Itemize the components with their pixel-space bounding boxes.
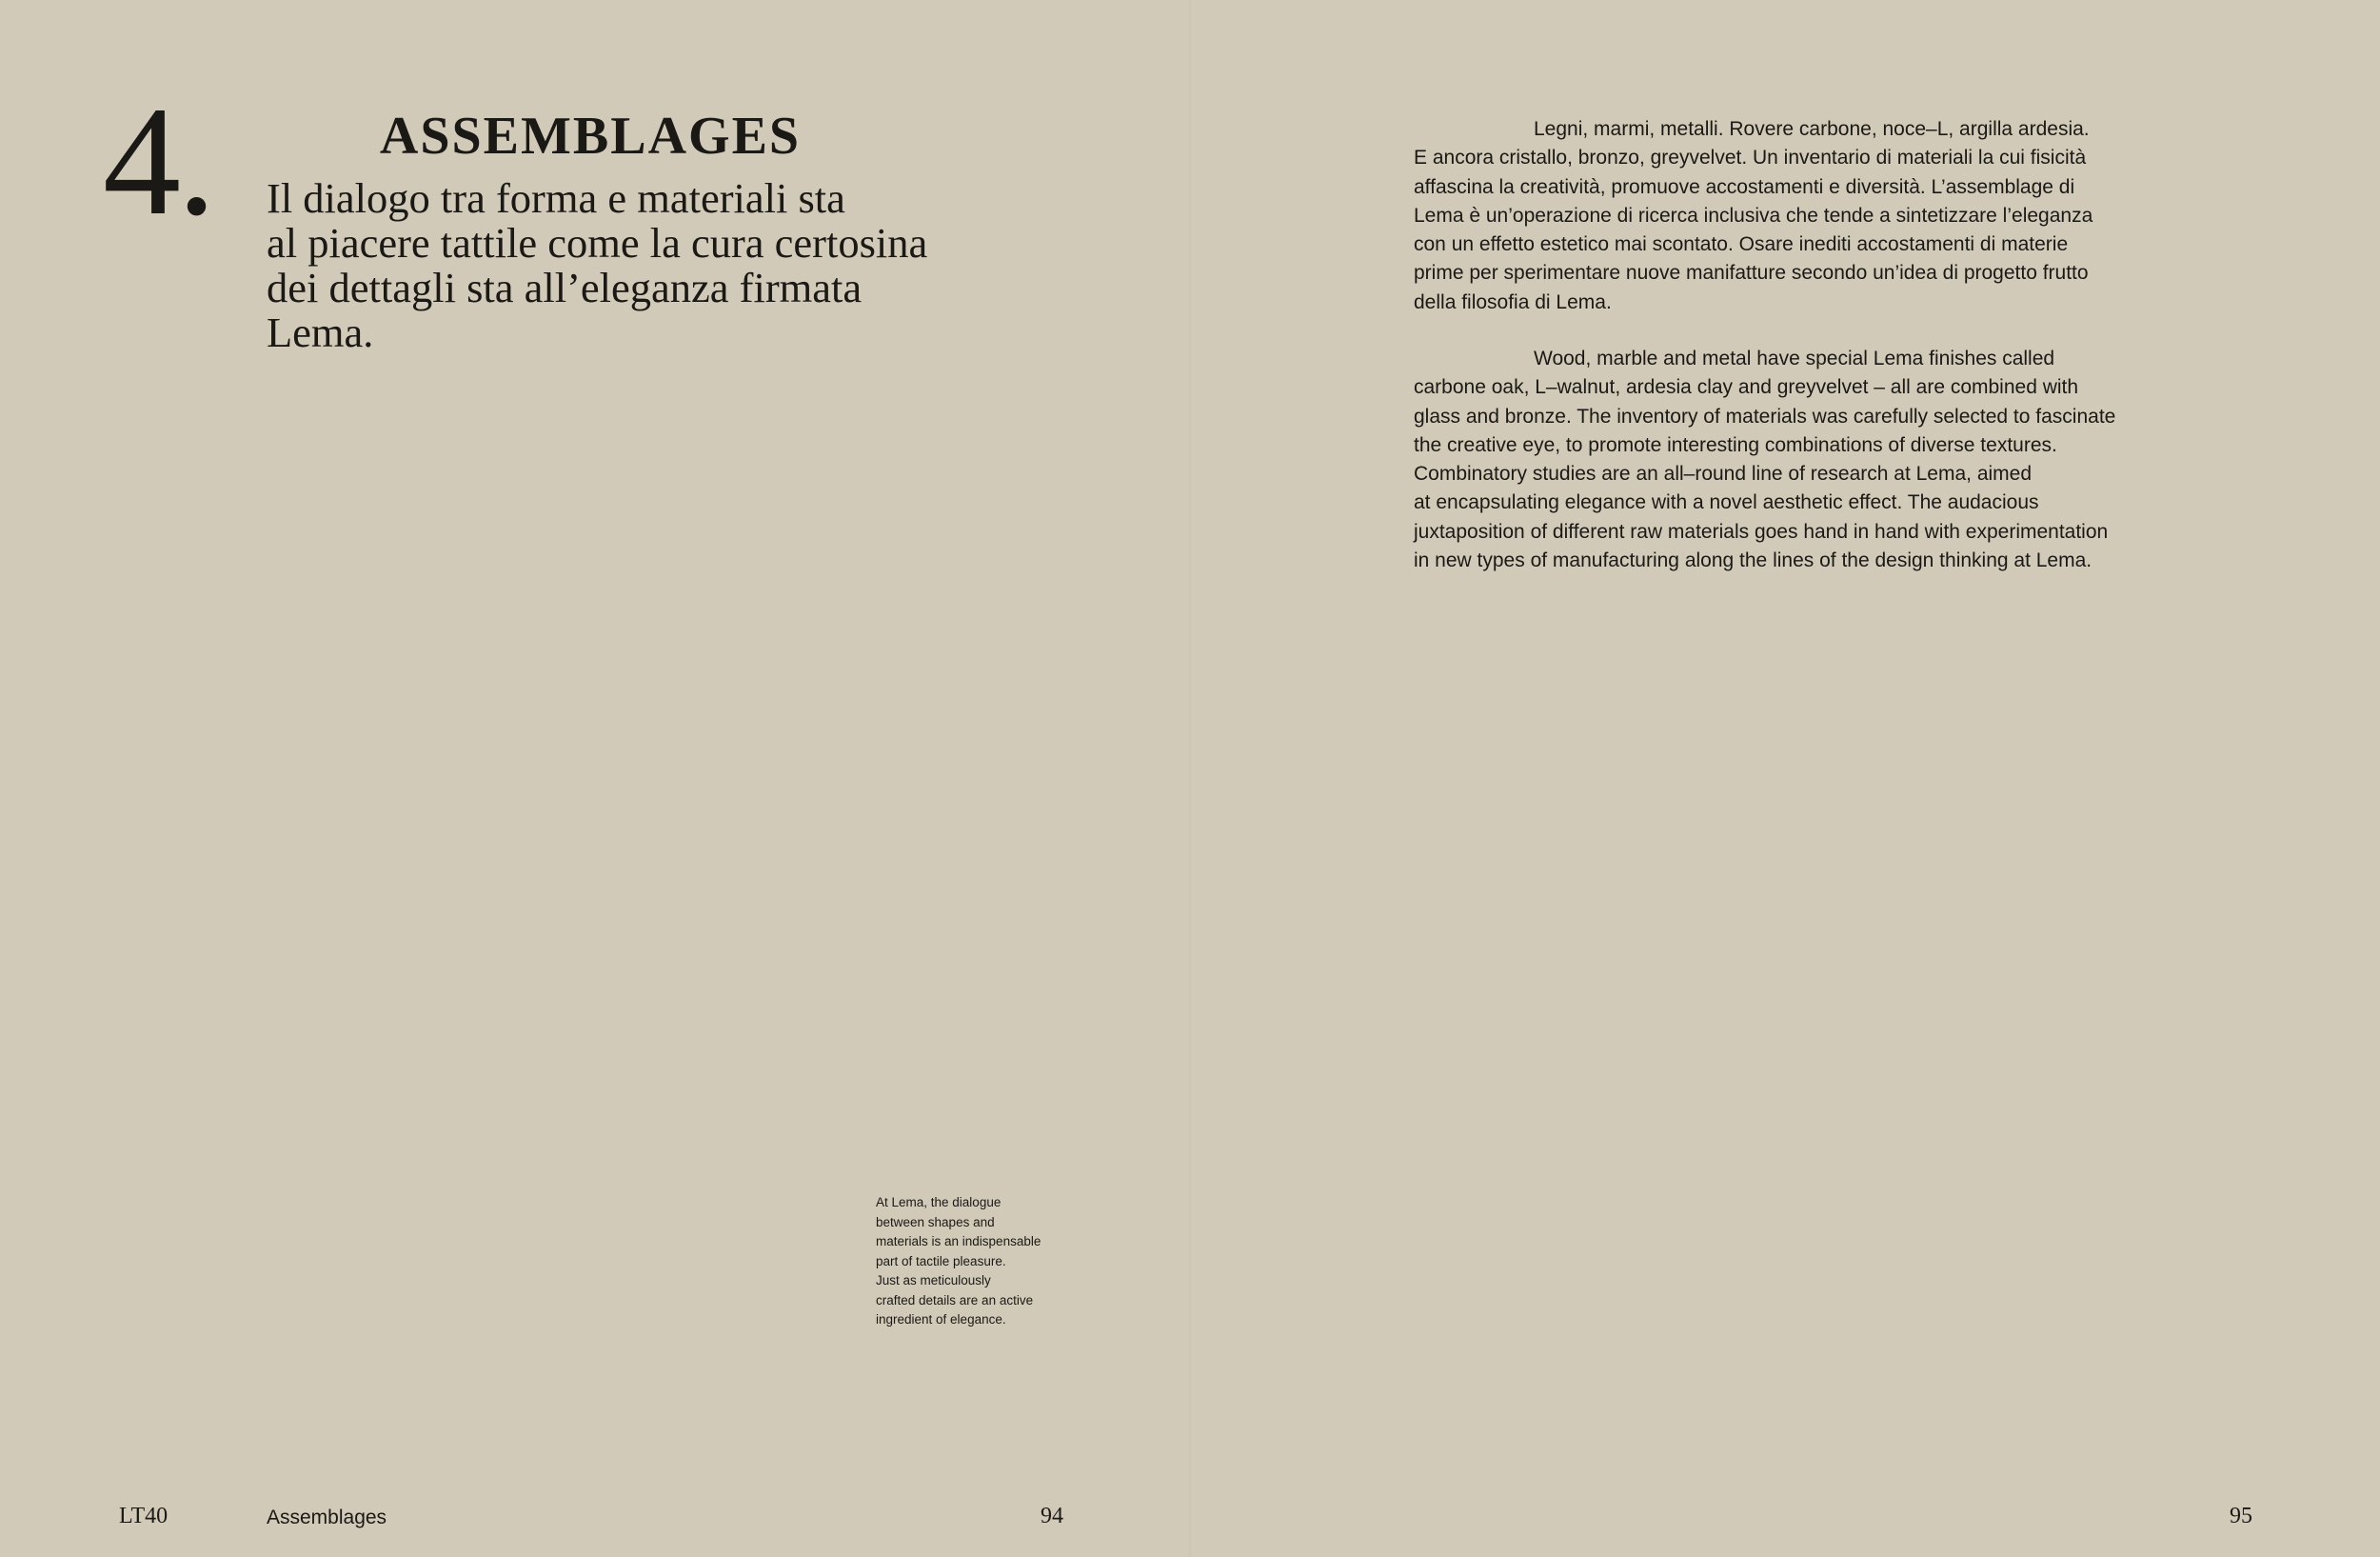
body-line: prime per sperimentare nuove manifatture secondo un’idea di progetto frutto <box>1414 262 2089 285</box>
body-text-english <box>1414 345 2175 575</box>
body-line: affascina la creatività, promuove accostamenti e diversità. L’assemblage di <box>1414 175 2075 198</box>
caption-line: materials is an indispensable <box>876 1234 1041 1248</box>
caption-line: crafted details are an active <box>876 1292 1034 1307</box>
intro-line: Lema. <box>267 309 374 356</box>
caption-line: between shapes and <box>876 1214 995 1229</box>
body-line: at encapsulating elegance with a novel aesthetic effect. The audacious <box>1414 491 2039 514</box>
body-line: juxtaposition of different raw materials goes hand in hand with experimentation <box>1414 520 2109 543</box>
chapter-title: ASSEMBLAGES <box>379 107 802 166</box>
page-number-right: 95 <box>2230 1504 2252 1528</box>
caption-line: At Lema, the dialogue <box>876 1195 1002 1209</box>
intro-quote <box>267 176 1009 355</box>
body-text-italian <box>1414 115 2175 317</box>
chapter-number: 4. <box>103 75 212 248</box>
body-line: E ancora cristallo, bronzo, greyvelvet. Un inventario di materiali la cui fisicità <box>1414 147 2087 170</box>
body-line: glass and bronze. The inventory of materials was carefully selected to fascinate <box>1414 405 2116 428</box>
intro-line: dei dettagli sta all’eleganza firmata <box>267 264 863 311</box>
body-line: Lema è un’operazione di ricerca inclusiva che tende a sintetizzare l’eleganza <box>1414 204 2093 227</box>
body-line: Wood, marble and metal have special Lema finishes called <box>1534 348 2055 369</box>
body-line: in new types of manufacturing along the lines of the design thinking at Lema. <box>1414 549 2092 572</box>
page-number-left: 94 <box>1041 1504 1063 1528</box>
footer-section-label: Assemblages <box>267 1507 387 1528</box>
footer-series-label: LT40 <box>119 1504 169 1528</box>
body-line: con un effetto estetico mai scontato. Osare inediti accostamenti di materie <box>1414 233 2069 256</box>
body-line: Combinatory studies are an all–round line of research at Lema, aimed <box>1414 463 2033 486</box>
caption-line: Just as meticulously <box>876 1273 991 1288</box>
intro-line: al piacere tattile come la cura certosina <box>267 219 928 267</box>
body-line: carbone oak, L–walnut, ardesia clay and greyvelvet – all are combined with <box>1414 376 2079 399</box>
body-line: the creative eye, to promote interesting combinations of diverse textures. <box>1414 433 2057 456</box>
page-spine <box>1189 0 1191 1557</box>
caption-line: ingredient of elegance. <box>876 1312 1006 1327</box>
caption-line: part of tactile pleasure. <box>876 1253 1006 1268</box>
intro-line: Il dialogo tra forma e materiali sta <box>267 174 845 222</box>
image-caption <box>876 1193 1104 1330</box>
body-line: Legni, marmi, metalli. Rovere carbone, noce–L, argilla ardesia. <box>1534 118 2090 140</box>
body-line: della filosofia di Lema. <box>1414 290 1612 313</box>
